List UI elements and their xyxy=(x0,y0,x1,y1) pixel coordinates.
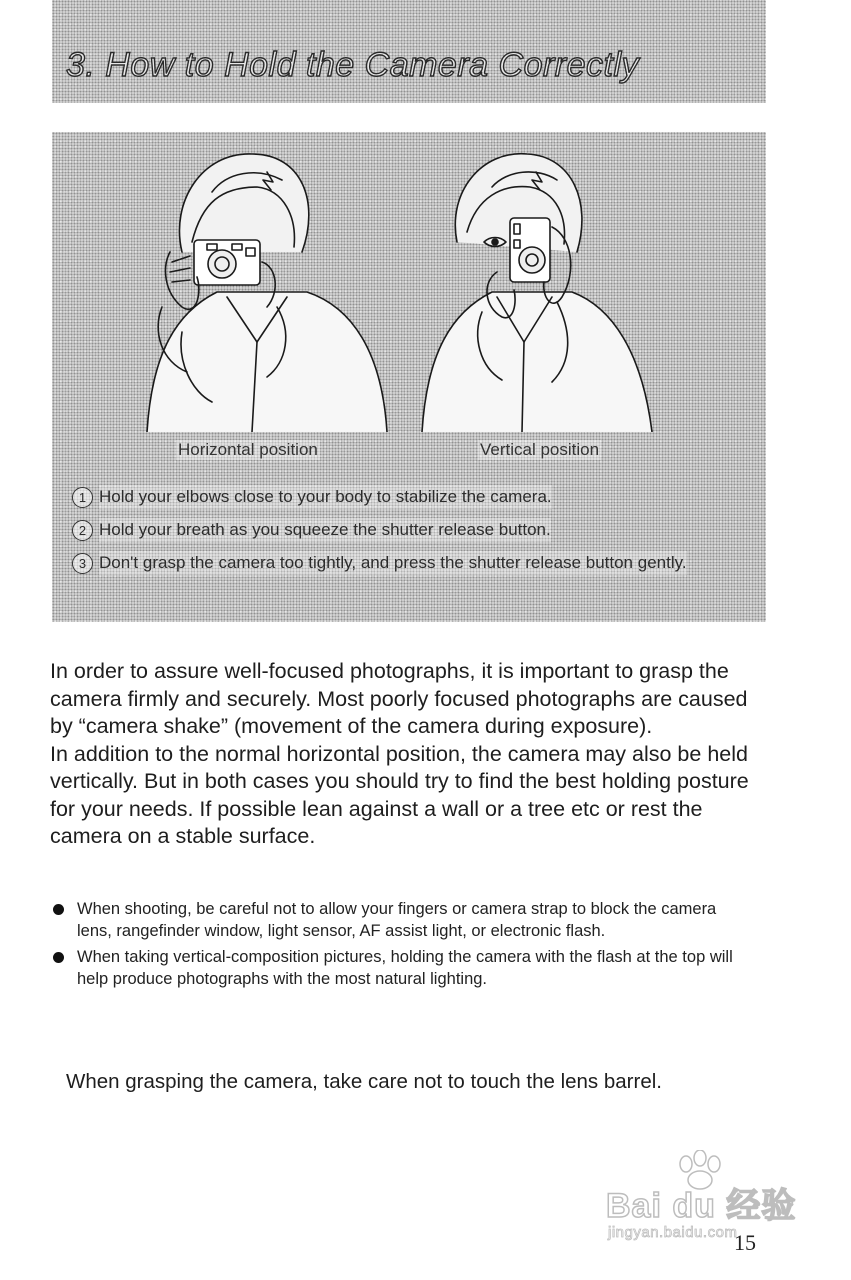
bullet-icon xyxy=(53,952,64,963)
tip-item xyxy=(52,898,752,942)
page-title: 3. How to Hold the Camera Correctly xyxy=(66,46,640,84)
intro-paragraph-2: In addition to the normal horizontal position, the camera may also be held vertically. But in both cases you should try to find the best holding posture for your needs. If possible lean against a wall or a tree etc or rest the camera on a stable surface. xyxy=(50,741,749,848)
step-text: Don't grasp the camera too tightly, and press the shutter release button gently. xyxy=(99,551,687,575)
step-item xyxy=(72,485,732,509)
step-number: 3 xyxy=(72,553,93,574)
page-number: 15 xyxy=(734,1230,756,1255)
step-number: 1 xyxy=(72,487,93,508)
holding-illustration xyxy=(52,132,766,432)
step-text: Hold your breath as you squeeze the shutter release button. xyxy=(99,518,551,542)
watermark-text: Bai du 经验 xyxy=(606,1187,797,1225)
step-text: Hold your elbows close to your body to stabilize the camera. xyxy=(99,485,552,509)
tip-text: When taking vertical-composition pictures, holding the camera with the flash at the top will help produce photographs with the most natural lighting. xyxy=(77,948,733,988)
caption-vertical-position: Vertical position xyxy=(480,440,600,459)
step-item xyxy=(72,551,732,575)
caption-horizontal-position: Horizontal position xyxy=(178,440,318,459)
vertical-hold-figure xyxy=(422,154,652,432)
step-item xyxy=(72,518,732,542)
tips-list xyxy=(52,898,752,994)
step-number: 2 xyxy=(72,520,93,541)
tip-item xyxy=(52,946,752,990)
intro-text xyxy=(50,658,760,851)
tip-text: When shooting, be careful not to allow your fingers or camera strap to block the camera lens, rangefinder window, light sensor, AF assist light, or electronic flash. xyxy=(77,900,717,940)
lens-barrel-note: When grasping the camera, take care not to touch the lens barrel. xyxy=(66,1070,662,1093)
bullet-icon xyxy=(53,904,64,915)
holding-steps xyxy=(72,485,732,584)
horizontal-hold-figure xyxy=(147,154,387,432)
watermark-url: jingyan.baidu.com xyxy=(608,1224,738,1241)
baidu-watermark xyxy=(606,1150,806,1250)
intro-paragraph-1: In order to assure well-focused photographs, it is important to grasp the camera firmly and securely. Most poorly focused photographs are caused by “camera shake” (movement of the camera during exposure). xyxy=(50,659,748,738)
